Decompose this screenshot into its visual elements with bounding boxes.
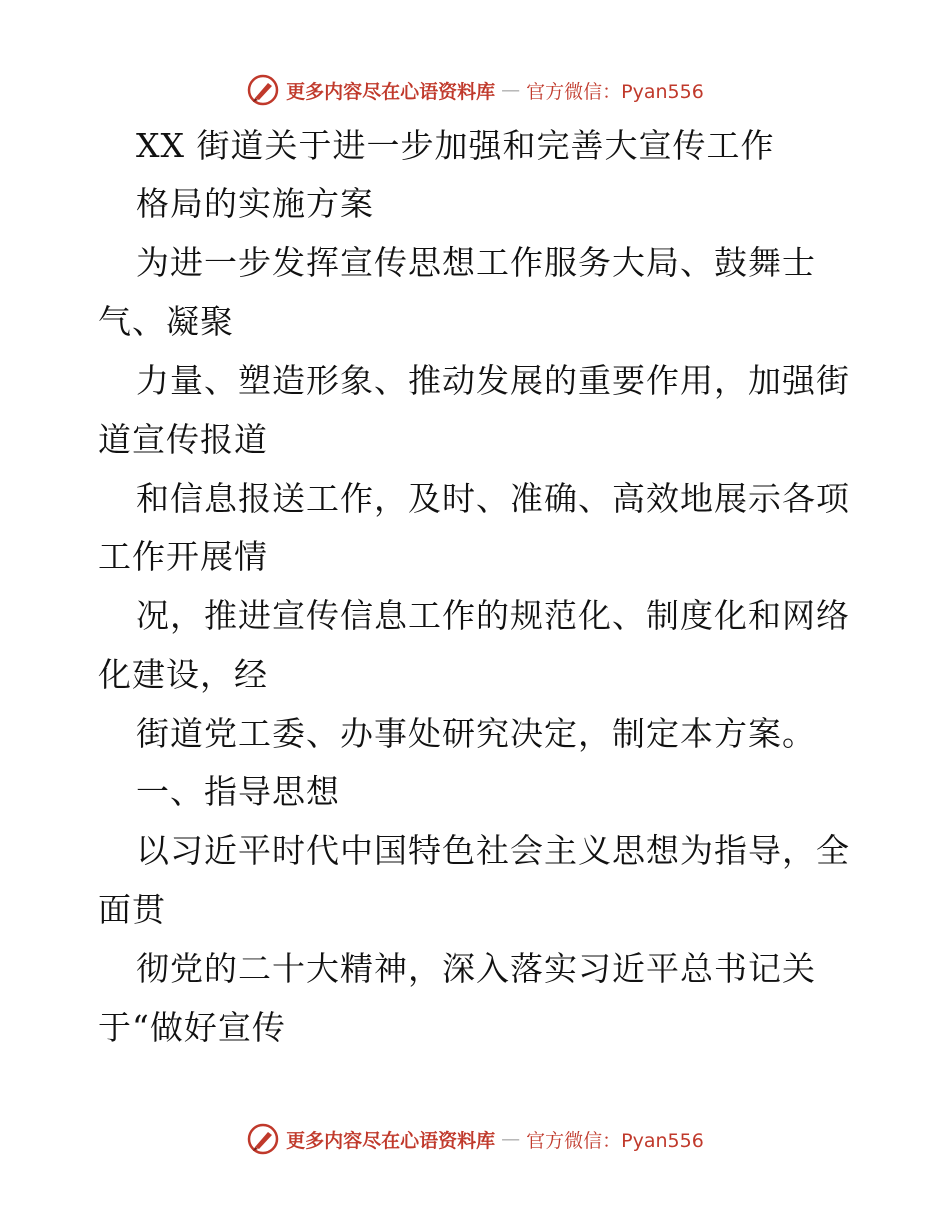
watermark-contact: 官方微信：Pyan556: [526, 1129, 704, 1152]
footer-watermark: [0, 1122, 950, 1156]
watermark-separator: —: [501, 1128, 521, 1150]
pen-logo-icon: [246, 73, 280, 107]
document-title-line-1: XX 街道关于进一步加强和完善大宣传工作: [136, 126, 775, 165]
paragraph-line: 彻党的二十大精神，深入落实习近平总书记关: [136, 949, 816, 988]
watermark-contact: 官方微信：Pyan556: [526, 80, 704, 103]
paragraph-line: 工作开展情: [98, 537, 268, 576]
paragraph-line: 气、凝聚: [98, 302, 234, 341]
section-heading: 一、指导思想: [136, 772, 340, 811]
paragraph-line: 和信息报送工作，及时、准确、高效地展示各项: [136, 479, 850, 518]
paragraph-line: 况，推进宣传信息工作的规范化、制度化和网络: [136, 596, 850, 635]
header-watermark: [0, 73, 950, 107]
watermark-brand: 更多内容尽在心语资料库: [286, 80, 496, 103]
paragraph-line: 为进一步发挥宣传思想工作服务大局、鼓舞士: [136, 243, 816, 282]
paragraph-line: 道宣传报道: [98, 420, 268, 459]
watermark-separator: —: [501, 79, 521, 101]
paragraph-line: 以习近平时代中国特色社会主义思想为指导，全: [136, 831, 850, 870]
paragraph-line: 于“做好宣传: [98, 1008, 286, 1047]
document-title-line-2: 格局的实施方案: [136, 184, 374, 223]
paragraph-line: 力量、塑造形象、推动发展的重要作用，加强街: [136, 361, 850, 400]
paragraph-line: 街道党工委、办事处研究决定，制定本方案。: [136, 714, 816, 753]
paragraph-line: 化建设，经: [98, 655, 268, 694]
watermark-brand: 更多内容尽在心语资料库: [286, 1129, 496, 1152]
pen-logo-icon: [246, 1122, 280, 1156]
paragraph-line: 面贯: [98, 890, 166, 929]
